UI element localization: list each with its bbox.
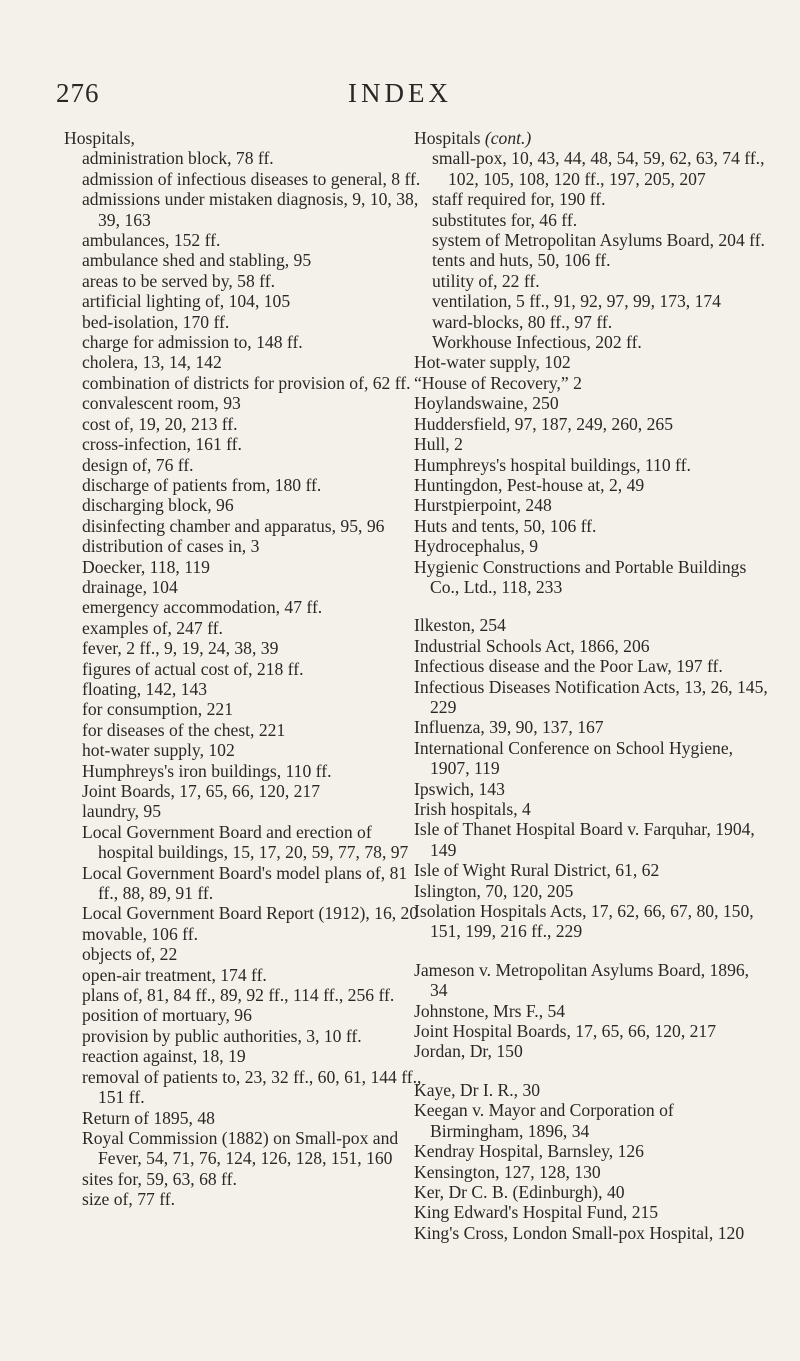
index-heading-continued: [414, 128, 768, 148]
index-entry: Jameson v. Metropolitan Asylums Board, 1896, 34: [414, 959, 750, 1001]
index-subentry: staff required for, 190 ff.: [432, 189, 606, 210]
index-heading: Hospitals,: [64, 128, 135, 148]
index-entry: Joint Hospital Boards, 17, 65, 66, 120, 217: [414, 1021, 717, 1042]
index-subentry: movable, 106 ff.: [82, 923, 198, 944]
index-subentry: removal of patients to, 23, 32 ff., 60, 61, 144 ff., 151 ff.: [82, 1066, 422, 1108]
index-subentry: ambulances, 152 ff.: [82, 230, 221, 251]
index-entry: Infectious disease and the Poor Law, 197 ff.: [414, 656, 723, 677]
page-number: 276: [56, 78, 100, 108]
index-subentry: admission of infectious diseases to general, 8 ff.: [82, 168, 421, 189]
index-group-j: [414, 960, 768, 1062]
index-subentry: Doecker, 118, 119: [82, 556, 210, 577]
index-column-left: [64, 128, 424, 1210]
index-subentry: administration block, 78 ff.: [82, 148, 274, 169]
index-entry: Islington, 70, 120, 205: [414, 880, 574, 901]
index-entry: Isolation Hospitals Acts, 17, 62, 66, 67, 80, 150, 151, 199, 216 ff., 229: [414, 901, 754, 942]
index-subentry: ambulance shed and stabling, 95: [82, 250, 312, 271]
index-entry: Hoylandswaine, 250: [414, 393, 559, 414]
index-subentry-list: [414, 148, 768, 352]
index-subentry: examples of, 247 ff.: [82, 617, 223, 638]
index-subentry: small-pox, 10, 43, 44, 48, 54, 59, 62, 63, 74 ff., 102, 105, 108, 120 ff., 197, 205, 207: [432, 148, 765, 189]
index-entry: Ipswich, 143: [414, 778, 505, 799]
index-subentry: distribution of cases in, 3: [82, 536, 260, 557]
index-entry: Kendray Hospital, Barnsley, 126: [414, 1141, 644, 1162]
index-column-right: [414, 128, 768, 1243]
index-entry: Huntingdon, Pest-house at, 2, 49: [414, 474, 645, 495]
index-subentry: Return of 1895, 48: [82, 1107, 215, 1128]
index-subentry: utility of, 22 ff.: [432, 270, 540, 291]
index-subentry: Royal Commission (1882) on Small-pox and Fever, 54, 71, 76, 124, 126, 128, 151, 160: [82, 1127, 399, 1169]
index-entry: Hot-water supply, 102: [414, 352, 571, 373]
index-subentry: ward-blocks, 80 ff., 97 ff.: [432, 311, 613, 332]
index-entry: International Conference on School Hygiene, 1907, 119: [414, 737, 734, 779]
index-entry: Influenza, 39, 90, 137, 167: [414, 717, 604, 738]
index-group-h: [414, 352, 768, 597]
index-subentry-list: [64, 148, 424, 1209]
index-entry: Kaye, Dr I. R., 30: [414, 1079, 541, 1100]
index-subentry: discharging block, 96: [82, 495, 234, 516]
index-entry: “House of Recovery,” 2: [414, 372, 582, 393]
index-subentry: reaction against, 18, 19: [82, 1046, 246, 1067]
index-entry: Industrial Schools Act, 1866, 206: [414, 635, 650, 656]
index-subentry: for consumption, 221: [82, 699, 233, 720]
index-entry: King's Cross, London Small-pox Hospital, 120: [414, 1222, 745, 1243]
index-subentry: hot-water supply, 102: [82, 740, 235, 761]
index-subentry: open-air treatment, 174 ff.: [82, 964, 267, 985]
index-subentry: fever, 2 ff., 9, 19, 24, 38, 39: [82, 638, 279, 659]
running-head-title: INDEX: [348, 78, 452, 108]
index-entry: Kensington, 127, 128, 130: [414, 1161, 601, 1182]
index-subentry: combination of districts for provision of, 62 ff.: [82, 372, 411, 393]
index-subentry: plans of, 81, 84 ff., 89, 92 ff., 114 ff., 256 ff.: [82, 985, 395, 1006]
index-subentry: objects of, 22: [82, 944, 178, 965]
index-entry: Humphreys's hospital buildings, 110 ff.: [414, 454, 691, 475]
index-group-i: [414, 615, 768, 942]
index-entry: Huts and tents, 50, 106 ff.: [414, 515, 597, 536]
heading-text: Hospitals: [414, 128, 481, 148]
index-entry: Hull, 2: [414, 434, 463, 455]
index-subentry: Local Government Board and erection of hospital buildings, 15, 17, 20, 59, 77, 78, 97: [82, 821, 409, 863]
index-entry: King Edward's Hospital Fund, 215: [414, 1202, 659, 1223]
index-subentry: Local Government Board's model plans of, 81 ff., 88, 89, 91 ff.: [82, 862, 408, 904]
index-entry: Isle of Thanet Hospital Board v. Farquhar, 1904, 149: [414, 819, 755, 860]
index-entry: Jordan, Dr, 150: [414, 1041, 523, 1062]
index-subentry: tents and huts, 50, 106 ff.: [432, 250, 611, 271]
index-subentry: sites for, 59, 63, 68 ff.: [82, 1168, 237, 1189]
index-subentry: floating, 142, 143: [82, 678, 208, 699]
index-subentry: cost of, 19, 20, 213 ff.: [82, 413, 238, 434]
index-subentry: Workhouse Infectious, 202 ff.: [432, 332, 642, 353]
index-subentry: discharge of patients from, 180 ff.: [82, 474, 322, 495]
index-subentry: position of mortuary, 96: [82, 1005, 252, 1026]
index-entry: Hydrocephalus, 9: [414, 536, 539, 557]
index-subentry: figures of actual cost of, 218 ff.: [82, 658, 304, 679]
index-subentry: for diseases of the chest, 221: [82, 719, 286, 740]
index-subentry: Humphreys's iron buildings, 110 ff.: [82, 760, 332, 781]
index-entry: Isle of Wight Rural District, 61, 62: [414, 860, 660, 881]
index-entry: Hygienic Constructions and Portable Buildings Co., Ltd., 118, 233: [414, 556, 747, 597]
index-entry: Johnstone, Mrs F., 54: [414, 1000, 566, 1021]
page-header: [0, 78, 800, 108]
index-subentry: cross-infection, 161 ff.: [82, 434, 242, 455]
index-subentry: artificial lighting of, 104, 105: [82, 291, 291, 312]
index-entry: Infectious Diseases Notification Acts, 13, 26, 145, 229: [414, 676, 768, 717]
index-subentry: admissions under mistaken diagnosis, 9, 10, 38, 39, 163: [82, 189, 419, 230]
index-entry: Ilkeston, 254: [414, 615, 506, 636]
index-entry: Irish hospitals, 4: [414, 799, 531, 819]
index-subentry: design of, 76 ff.: [82, 454, 194, 475]
index-group-k: [414, 1080, 768, 1243]
index-subentry: drainage, 104: [82, 576, 178, 597]
index-subentry: substitutes for, 46 ff.: [432, 209, 578, 230]
index-entry: Keegan v. Mayor and Corporation of Birmingham, 1896, 34: [414, 1100, 674, 1141]
index-subentry: emergency accommodation, 47 ff.: [82, 597, 323, 618]
index-subentry: bed-isolation, 170 ff.: [82, 311, 230, 332]
index-entry: Hurstpierpoint, 248: [414, 495, 552, 516]
index-subentry: system of Metropolitan Asylums Board, 204 ff.: [432, 230, 765, 251]
index-subentry: disinfecting chamber and apparatus, 95, 96: [82, 515, 385, 536]
index-subentry: laundry, 95: [82, 801, 161, 822]
index-subentry: cholera, 13, 14, 142: [82, 352, 222, 373]
heading-cont-note: (cont.): [484, 128, 532, 148]
index-entry: Huddersfield, 97, 187, 249, 260, 265: [414, 413, 673, 434]
index-entry: Ker, Dr C. B. (Edinburgh), 40: [414, 1181, 625, 1202]
index-subentry: ventilation, 5 ff., 91, 92, 97, 99, 173, 174: [432, 291, 721, 312]
index-subentry: Local Government Board Report (1912), 16, 20: [82, 903, 419, 924]
index-subentry: charge for admission to, 148 ff.: [82, 332, 303, 353]
index-subentry: convalescent room, 93: [82, 393, 241, 414]
index-subentry: provision by public authorities, 3, 10 ff.: [82, 1025, 362, 1046]
index-subentry: size of, 77 ff.: [82, 1189, 175, 1210]
index-subentry: areas to be served by, 58 ff.: [82, 270, 275, 291]
index-subentry: Joint Boards, 17, 65, 66, 120, 217: [82, 781, 321, 801]
